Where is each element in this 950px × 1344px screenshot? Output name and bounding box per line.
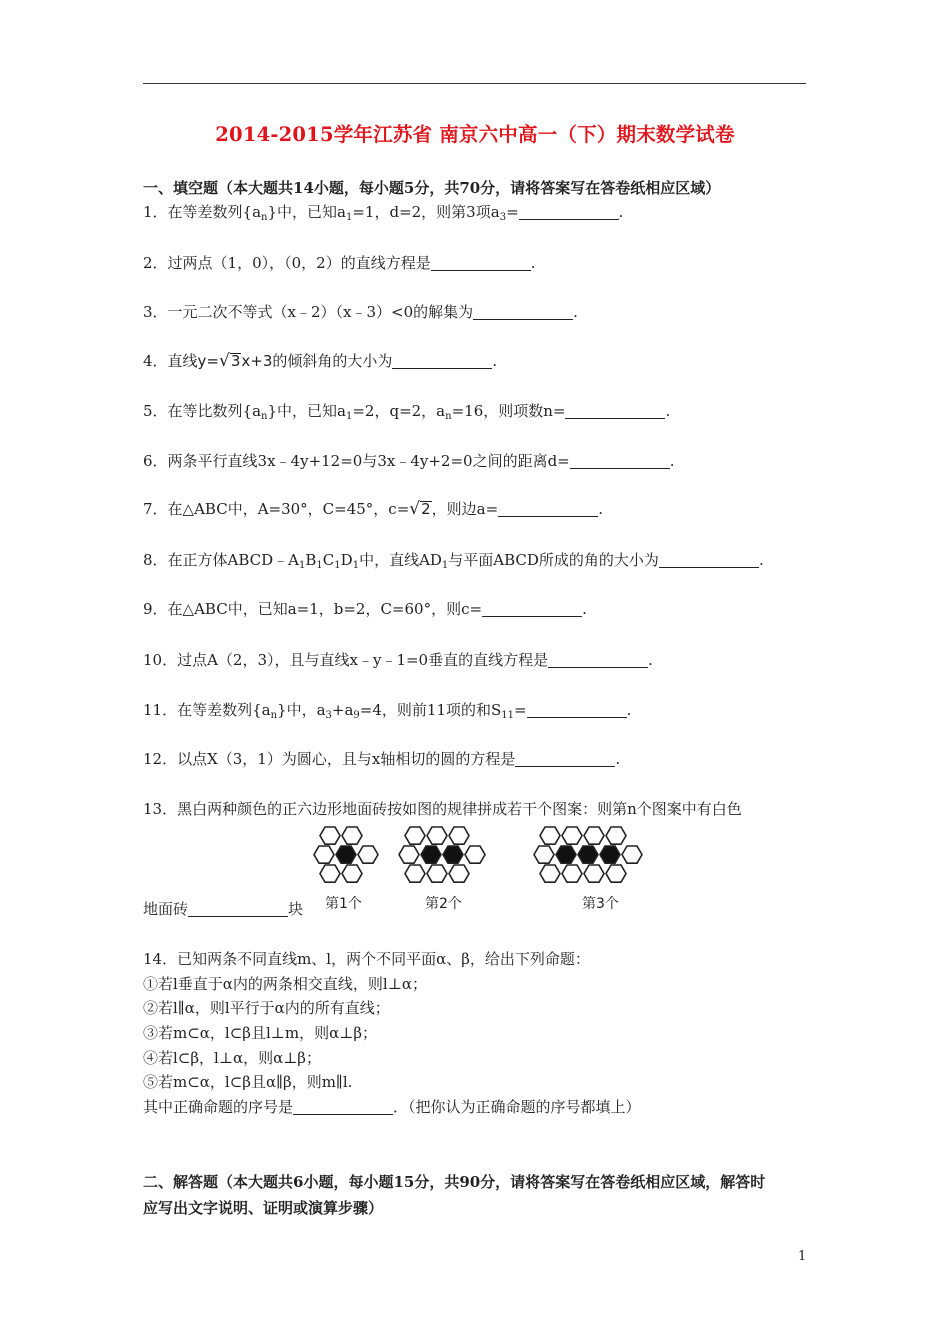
answer-blank[interactable] xyxy=(519,204,619,220)
figure-caption-3: 第3个 xyxy=(582,896,619,912)
question-14-item: ③若m⊂α，l⊂β且l⊥m，则α⊥β； xyxy=(143,1024,377,1042)
page-number: 1 xyxy=(798,1249,807,1264)
question-14-intro: 14．已知两条不同直线m、l，两个不同平面α、β，给出下列命题： xyxy=(143,950,590,968)
answer-blank[interactable] xyxy=(515,751,615,767)
question-5: 5．在等比数列$\{a_n\}$中，已知$a_1=2$，q=2，$a_n=16$，则项数n= . xyxy=(143,402,671,422)
question-14-item: ②若l∥α，则l平行于α内的所有直线； xyxy=(143,999,390,1017)
answer-blank[interactable] xyxy=(527,702,627,718)
answer-blank[interactable] xyxy=(392,353,492,369)
answer-blank[interactable] xyxy=(473,304,573,320)
question-10: 10．过点A（2，3），且与直线x﹣y﹣1=0垂直的直线方程是 . xyxy=(143,651,653,669)
question-14-item: ④若l⊂β，l⊥α，则α⊥β； xyxy=(143,1049,321,1067)
question-4: 4．直线y=√3x+3的倾斜角的大小为 . xyxy=(143,351,498,371)
question-13-continued: 地面砖 块 xyxy=(143,900,304,918)
answer-blank[interactable] xyxy=(570,453,670,469)
question-9: 9．在△ABC中，已知a=1，b=2，C=60°，则c= . xyxy=(143,600,587,618)
question-13: 13．黑白两种颜色的正六边形地面砖按如图的规律拼成若干个图案：则第n个图案中有白色 xyxy=(143,800,742,818)
answer-blank[interactable] xyxy=(482,601,582,617)
section-2-heading-line-2: 应写出文字说明、证明或演算步骤） xyxy=(143,1199,384,1217)
sqrt-two: 2 xyxy=(421,500,431,518)
answer-blank[interactable] xyxy=(431,255,531,271)
header-rule xyxy=(143,83,806,84)
figure-caption-1: 第1个 xyxy=(325,896,362,912)
answer-blank[interactable] xyxy=(565,403,665,419)
question-11: 11．在等差数列$\{a_n\}$中，$a_3+a_9=4$，则前11项的和$S_{11}=$ . xyxy=(143,701,632,721)
answer-blank[interactable] xyxy=(498,501,598,517)
answer-blank[interactable] xyxy=(188,901,288,917)
question-12: 12．以点X（3，1）为圆心，且与x轴相切的圆的方程是 . xyxy=(143,750,621,768)
question-6: 6．两条平行直线3x﹣4y+12=0与3x﹣4y+2=0之间的距离d= . xyxy=(143,452,675,470)
answer-blank[interactable] xyxy=(659,552,759,568)
question-7: 7．在△ABC中，A=30°，C=45°，c=√2，则边a= . xyxy=(143,499,603,519)
section-2-heading-line-1: 二、解答题（本大题共6小题，每小题15分，共90分，请将答案写在答卷纸相应区域，解答时 xyxy=(143,1173,766,1191)
line-formula: y=√3x+3 xyxy=(197,351,273,371)
hexagon-pattern-1 xyxy=(312,824,380,890)
hexagon-pattern-3 xyxy=(532,824,672,890)
question-1: 1．在等差数列$\{a_n\}$中，已知$a_1=1$，d=2，则第3项$a_3=$ . xyxy=(143,203,624,223)
question-2: 2．过两点（1，0），（0，2）的直线方程是 . xyxy=(143,254,536,272)
question-3: 3．一元二次不等式（x﹣2）（x﹣3）<0的解集为 . xyxy=(143,303,578,321)
question-14-conclusion: 其中正确命题的序号是 ．（把你认为正确命题的序号都填上） xyxy=(143,1098,641,1116)
section-1-heading: 一、填空题（本大题共14小题，每小题5分，共70分，请将答案写在答卷纸相应区域） xyxy=(143,179,721,197)
question-8: 8．在正方体$ABCD﹣A_1B_1C_1D_1$中，直线$AD_1$与平面ABCD所成的角的大小为 . xyxy=(143,551,764,571)
hexagon-pattern-2 xyxy=(397,824,507,890)
question-14-item: ①若l垂直于α内的两条相交直线，则l⊥α； xyxy=(143,975,427,993)
figure-caption-2: 第2个 xyxy=(425,896,462,912)
answer-blank[interactable] xyxy=(548,652,648,668)
answer-blank[interactable] xyxy=(293,1099,393,1115)
page-title: 2014-2015学年江苏省 南京六中高一（下）期末数学试卷 xyxy=(215,123,735,146)
question-14-item: ⑤若m⊂α，l⊂β且α∥β，则m∥l. xyxy=(143,1073,353,1091)
